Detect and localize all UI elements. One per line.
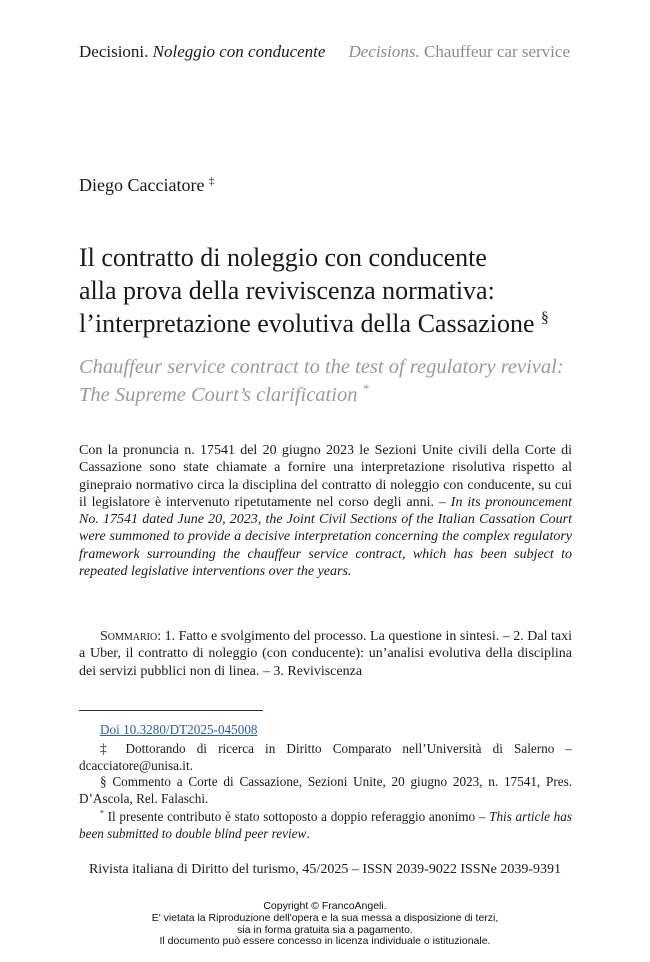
subtitle-line: Chauffeur service contract to the test of regulatory revival: (79, 356, 564, 378)
author-name: Diego Cacciatore (79, 175, 205, 195)
subtitle-line: The Supreme Court’s clarification (79, 384, 358, 406)
title-line: alla prova della reviviscenza normativa: (79, 276, 495, 305)
summary-text: : 1. Fatto e svolgimento del processo. La questione in sintesi. – 2. Dal taxi a Uber, il contratto di noleggio (con conducente): un’analisi evolutiva della disciplina dei servizi pubblici non di linea. – 3. Reviviscenza (79, 629, 572, 679)
article-title (79, 241, 579, 340)
author (79, 175, 214, 196)
journal-info: Rivista italiana di Diritto del turismo, 45/2025 – ISSN 2039-9022 ISSNe 2039-9391 (88, 862, 562, 877)
footnote-review-text: Il presente contributo è stato sottoposto a doppio referaggio anonimo – (103, 809, 486, 824)
subtitle-line-last (79, 381, 579, 409)
running-header-left (79, 42, 325, 62)
copyright-line: sia in forma gratuita sia a pagamento. (237, 923, 413, 936)
title-footnote-mark: § (541, 309, 549, 327)
author-footnote-mark: ‡ (208, 175, 215, 187)
footnote-review-end: . (306, 826, 310, 841)
title-line: l’interpretazione evolutiva della Cassazione (79, 309, 535, 338)
footnote-review-mark: * (100, 808, 104, 818)
footnote-review-english: This article has been submitted to double blind peer review (79, 809, 573, 841)
copyright-line: Il documento può essere concesso in licenza individuale o istituzionale. (159, 935, 491, 948)
running-header-prefix: Decisioni. (79, 42, 149, 61)
copyright-line: Copyright © FrancoAngeli. (263, 900, 387, 912)
title-line-last (79, 307, 579, 340)
title-line: Il contratto di noleggio con conducente (79, 243, 487, 272)
footnote-review (79, 808, 572, 842)
running-header-right-text: Chauffeur car service (424, 42, 570, 61)
footnote-case: § Commento a Corte di Cassazione, Sezioni Unite, 20 giugno 2023, n. 17541, Pres. D’Ascola, Rel. Falaschi. (79, 774, 572, 806)
summary-label: Sommario (100, 629, 158, 644)
abstract (79, 442, 572, 580)
copyright-notice (0, 901, 650, 948)
running-header-right-italic: Decisions. (348, 42, 420, 61)
english-subtitle (79, 353, 579, 409)
abstract-italian: Con la pronuncia n. 17541 del 20 giugno 2023 le Sezioni Unite civili della Corte di Cassazione sono state chiamate a fornire una interpretazione risolutiva rispetto al ginepraio normativo circa la disciplina del contratto di noleggio con conducente, su cui il legislatore è intervenuto ripetutamente nel corso degli anni. – (79, 443, 572, 510)
abstract-english: In its pronouncement No. 17541 dated June 20, 2023, the Joint Civil Sections of the Italian Cassation Court were summoned to provide a decisive interpretation concerning the complex regulatory framework surrounding the chauffeur service contract, which has been subject to repeated legislative interventions over the years. (79, 494, 572, 580)
footnote-author: ‡ Dottorando di ricerca in Diritto Comparato nell’Università di Salerno – dcacciatore@unisa.it. (79, 741, 572, 773)
summary (79, 628, 572, 680)
copyright-line: E' vietata la Riproduzione dell'opera e la sua messa a disposizione di terzi, (151, 911, 499, 924)
running-header-topic: Noleggio con conducente (152, 42, 326, 61)
footnote-divider (79, 710, 263, 711)
subtitle-footnote-mark: * (362, 382, 369, 397)
doi-link[interactable]: Doi 10.3280/DT2025-045008 (100, 722, 258, 737)
running-header-right (348, 42, 570, 62)
